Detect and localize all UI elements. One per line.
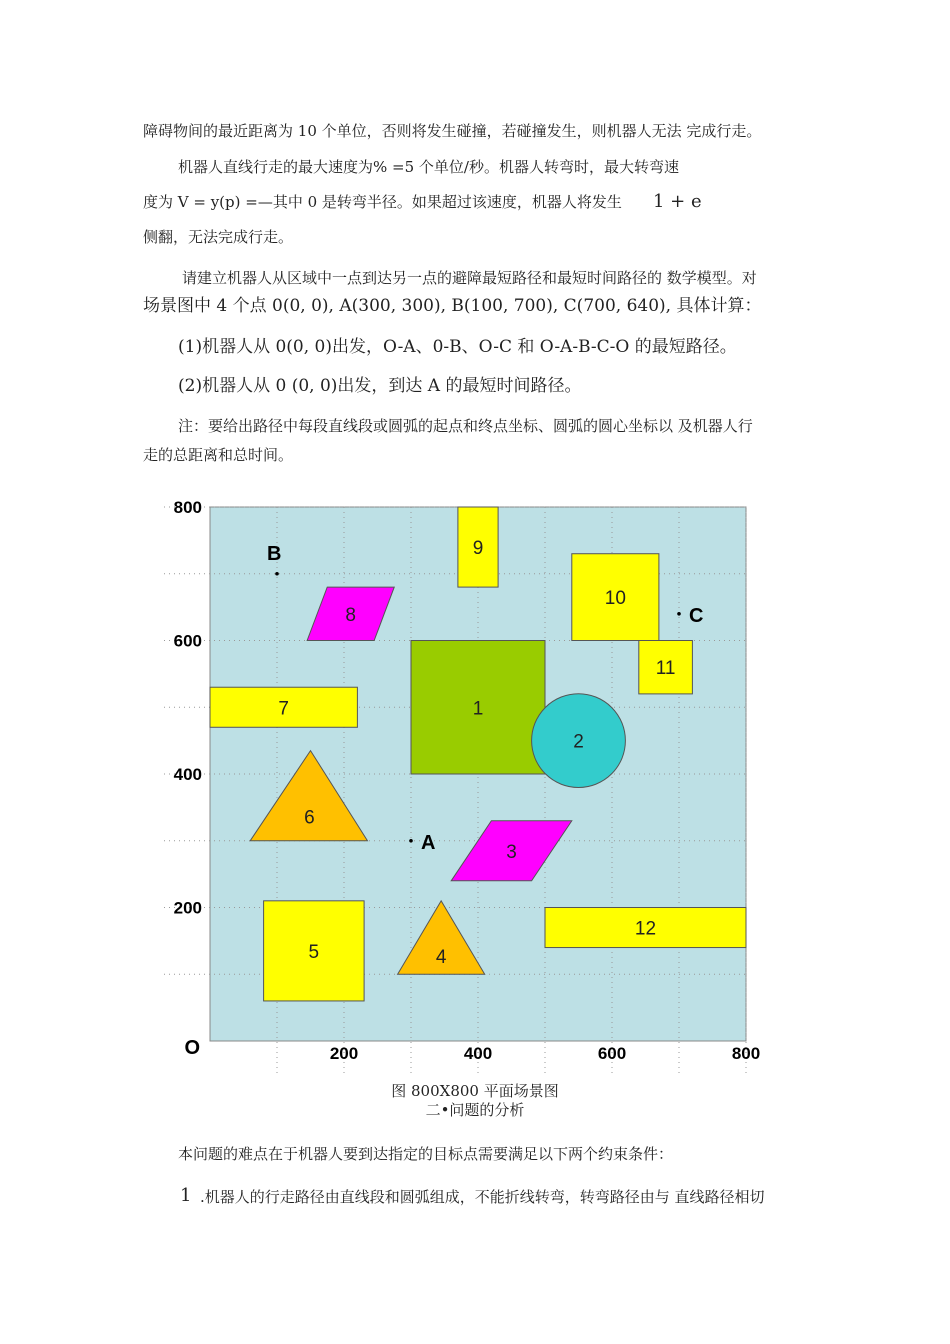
point-label-c: C xyxy=(689,604,704,627)
paragraph-line-4: 侧翻，无法完成行走。 xyxy=(143,228,294,246)
origin-label: O xyxy=(184,1037,200,1059)
x-tick-label: 600 xyxy=(597,1044,627,1063)
constraint-1: .机器人的行走路径由直线段和圆弧组成，不能折线转弯，转弯路径由与 直线路径相切 xyxy=(200,1188,765,1206)
formula-denominator: 1 + e xyxy=(653,191,702,212)
section-heading: 二•问题的分析 xyxy=(425,1101,525,1119)
x-tick-label: 400 xyxy=(463,1044,493,1063)
scene-figure xyxy=(150,490,790,1080)
question-1: (1)机器人从 0(0, 0)出发，O-A、0-B、O-C 和 O-A-B-C-O 的最短路径。 xyxy=(178,337,737,357)
point-label-a: A xyxy=(421,831,436,854)
obstacle-label: 5 xyxy=(308,941,320,963)
obstacle-label: 10 xyxy=(604,588,626,610)
obstacle-label: 1 xyxy=(472,698,484,720)
y-tick-label: 600 xyxy=(173,631,202,651)
point-label-b: B xyxy=(267,542,282,565)
y-tick-label: 400 xyxy=(173,765,202,784)
paragraph-line-5: 请建立机器人从区域中一点到达另一点的避障最短路径和最短时间路径的 数学模型。对 xyxy=(182,269,757,287)
scene-diagram xyxy=(150,490,790,1080)
point-b xyxy=(275,572,279,576)
obstacle-label: 7 xyxy=(278,698,289,720)
note-line-1: 注：要给出路径中每段直线段或圆弧的起点和终点坐标、圆弧的圆心坐标以 及机器人行 xyxy=(178,417,753,435)
paragraph-line-6: 场景图中 4 个点 0(0, 0), A(300, 300), B(100, 700), C(700, 640), 具体计算： xyxy=(143,296,762,316)
x-tick-label: 800 xyxy=(731,1044,761,1063)
y-tick-label: 800 xyxy=(173,498,202,517)
list-number-1: 1 xyxy=(180,1185,192,1206)
x-tick-label: 200 xyxy=(329,1044,359,1063)
obstacle-label: 2 xyxy=(573,731,584,753)
obstacle-label: 12 xyxy=(634,918,657,940)
question-2: (2)机器人从 0 (0, 0)出发，到达 A 的最短时间路径。 xyxy=(178,376,582,396)
point-c xyxy=(677,612,681,616)
analysis-intro: 本问题的难点在于机器人要到达指定的目标点需要满足以下两个约束条件： xyxy=(178,1145,674,1163)
obstacle-label: 6 xyxy=(304,807,315,829)
obstacle-label: 3 xyxy=(506,841,517,863)
figure-caption: 图 800X800 平面场景图 xyxy=(391,1082,559,1100)
y-tick-label: 200 xyxy=(173,898,202,918)
point-a xyxy=(409,839,413,843)
obstacle-label: 8 xyxy=(345,604,356,626)
note-line-2: 走的总距离和总时间。 xyxy=(143,446,294,464)
paragraph-line-1: 障碍物间的最近距离为 10 个单位，否则将发生碰撞，若碰撞发生，则机器人无法 完成行走。 xyxy=(143,122,762,140)
obstacle-label: 9 xyxy=(472,538,484,560)
obstacle-label: 11 xyxy=(655,658,676,680)
paragraph-line-3: 度为 V = y(p) =—其中 0 是转弯半径。如果超过该速度，机器人将发生 xyxy=(143,193,622,211)
obstacle-label: 4 xyxy=(435,946,447,968)
paragraph-line-2: 机器人直线行走的最大速度为% =5 个单位/秒。机器人转弯时，最大转弯速 xyxy=(178,158,679,176)
